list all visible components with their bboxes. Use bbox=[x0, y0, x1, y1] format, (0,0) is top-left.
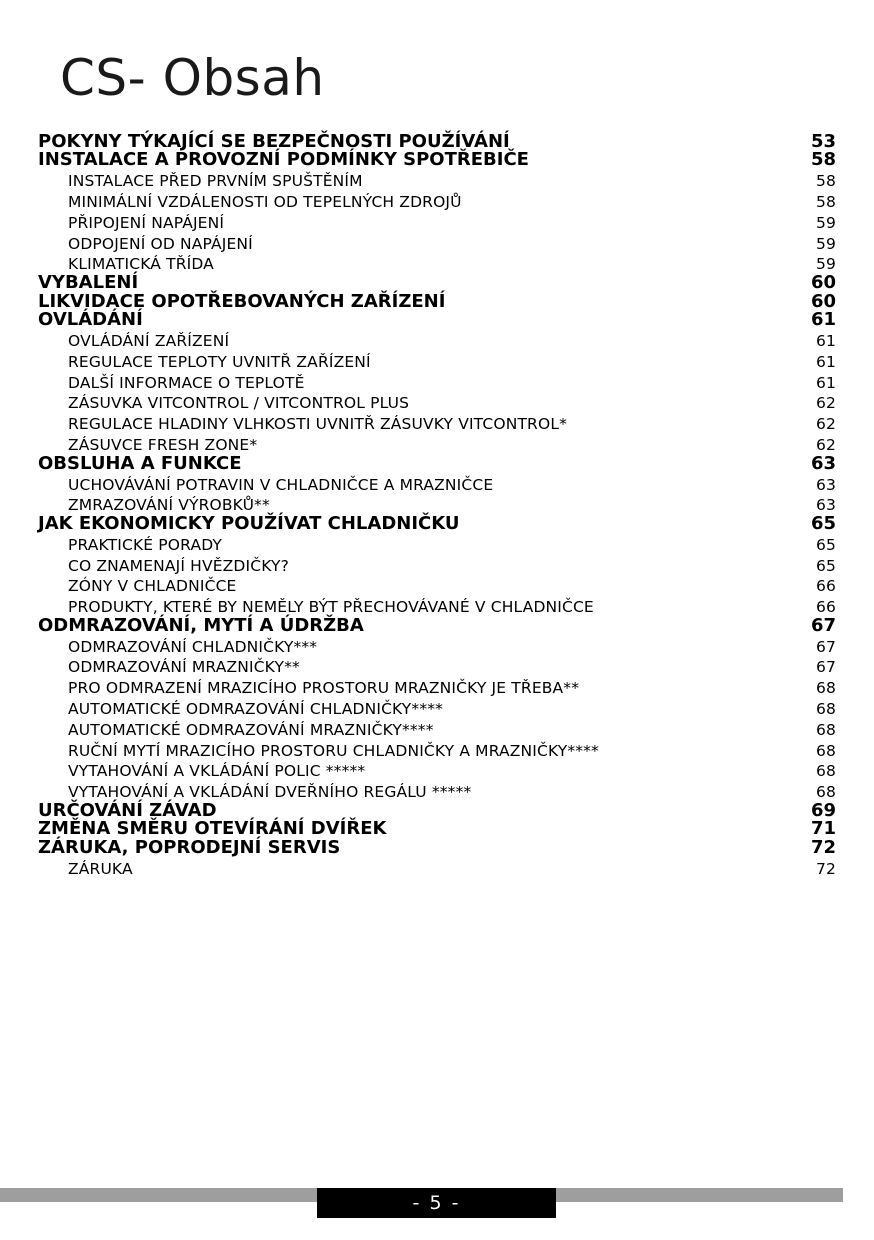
toc-section[interactable] bbox=[38, 533, 836, 554]
toc-entry-title: ODPOJENÍ OD NAPÁJENÍ bbox=[68, 234, 253, 253]
toc-entry-title: PŘIPOJENÍ NAPÁJENÍ bbox=[68, 213, 225, 232]
toc-entry-title: PRODUKTY, KTERÉ BY NEMĚLY BÝT PŘECHOVÁVANÉ V CHLADNIČCE bbox=[68, 598, 594, 617]
page-number: - 5 - bbox=[317, 1188, 556, 1218]
toc-entry-title: MINIMÁLNÍ VZDÁLENOSTI OD TEPELNÝCH ZDROJŮ bbox=[68, 192, 462, 211]
toc-chapter[interactable] bbox=[38, 151, 836, 170]
toc-section[interactable] bbox=[38, 211, 836, 232]
toc-page-number: 66 bbox=[815, 577, 836, 596]
toc-page-number: 65 bbox=[815, 535, 836, 554]
toc-page-number: 67 bbox=[815, 658, 836, 677]
toc-page-number: 61 bbox=[815, 373, 836, 392]
toc-page-number: 62 bbox=[815, 436, 836, 455]
toc-section[interactable] bbox=[38, 494, 836, 515]
toc-section[interactable] bbox=[38, 232, 836, 253]
toc-page-number: 62 bbox=[815, 394, 836, 413]
toc-entry-title: CO ZNAMENAJÍ HVĚZDIČKY? bbox=[68, 556, 289, 575]
toc-section[interactable] bbox=[38, 253, 836, 274]
toc-page-number: 68 bbox=[815, 741, 836, 760]
toc-entry-title: VYBALENÍ bbox=[38, 271, 139, 293]
toc-page-number: 67 bbox=[810, 614, 836, 636]
toc-entry-title: DALŠÍ INFORMACE O TEPLOTĚ bbox=[68, 373, 305, 392]
toc-entry-title: ODMRAZOVÁNÍ CHLADNIČKY*** bbox=[68, 637, 318, 656]
toc-page-number: 58 bbox=[815, 192, 836, 211]
toc-section[interactable] bbox=[38, 169, 836, 190]
toc-page-number: 61 bbox=[815, 352, 836, 371]
toc-entry-title: ODMRAZOVÁNÍ MRAZNIČKY** bbox=[68, 658, 300, 677]
toc-page-number: 66 bbox=[815, 598, 836, 617]
toc-section[interactable] bbox=[38, 780, 836, 801]
toc-page-number: 69 bbox=[810, 799, 836, 821]
toc-page-number: 62 bbox=[815, 415, 836, 434]
toc-page-number: 58 bbox=[815, 172, 836, 191]
toc-page-number: 59 bbox=[815, 234, 836, 253]
toc-section[interactable] bbox=[38, 635, 836, 656]
toc-section[interactable] bbox=[38, 329, 836, 350]
toc-page-number: 65 bbox=[815, 556, 836, 575]
toc-entry-title: PRO ODMRAZENÍ MRAZICÍHO PROSTORU MRAZNIČKY JE TŘEBA** bbox=[68, 679, 580, 698]
toc-page-number: 72 bbox=[810, 837, 836, 859]
toc-section[interactable] bbox=[38, 371, 836, 392]
toc-page-number: 63 bbox=[810, 452, 836, 474]
toc-chapter[interactable] bbox=[38, 454, 836, 473]
toc-page-number: 68 bbox=[815, 679, 836, 698]
toc-entry-title: ODMRAZOVÁNÍ, MYTÍ A ÚDRŽBA bbox=[38, 614, 364, 636]
toc-page-number: 61 bbox=[810, 309, 836, 331]
page-title: CS- Obsah bbox=[60, 49, 325, 107]
toc-page-number: 59 bbox=[815, 255, 836, 274]
toc-chapter[interactable] bbox=[38, 273, 836, 292]
toc-section[interactable] bbox=[38, 473, 836, 494]
toc-page-number: 60 bbox=[810, 290, 836, 312]
toc-entry-title: LIKVIDACE OPOTŘEBOVANÝCH ZAŘÍZENÍ bbox=[38, 290, 446, 312]
toc-page-number: 68 bbox=[815, 699, 836, 718]
toc-page-number: 61 bbox=[815, 332, 836, 351]
toc-page-number: 68 bbox=[815, 783, 836, 802]
toc-chapter[interactable] bbox=[38, 820, 836, 839]
toc-page-number: 68 bbox=[815, 720, 836, 739]
toc-entry-title: POKYNY TÝKAJÍCÍ SE BEZPEČNOSTI POUŽÍVÁNÍ bbox=[38, 130, 510, 152]
toc-chapter[interactable] bbox=[38, 514, 836, 533]
toc-page-number: 59 bbox=[815, 213, 836, 232]
toc-entry-title: ZMĚNA SMĚRU OTEVÍRÁNÍ DVÍŘEK bbox=[38, 818, 387, 840]
toc-section[interactable] bbox=[38, 760, 836, 781]
toc-entry-title: ZMRAZOVÁNÍ VÝROBKŮ** bbox=[68, 496, 270, 515]
toc-page-number: 67 bbox=[815, 637, 836, 656]
toc-section[interactable] bbox=[38, 857, 836, 878]
toc-section[interactable] bbox=[38, 595, 836, 616]
toc-section[interactable] bbox=[38, 656, 836, 677]
toc-entry-title: INSTALACE PŘED PRVNÍM SPUŠTĚNÍM bbox=[68, 172, 363, 191]
toc-chapter[interactable] bbox=[38, 616, 836, 635]
toc-entry-title: OVLÁDÁNÍ ZAŘÍZENÍ bbox=[68, 332, 230, 351]
toc-section[interactable] bbox=[38, 697, 836, 718]
toc-section[interactable] bbox=[38, 739, 836, 760]
toc-entry-title: URČOVÁNÍ ZÁVAD bbox=[38, 799, 217, 821]
toc-section[interactable] bbox=[38, 676, 836, 697]
toc-entry-title: ZÁRUKA, POPRODEJNÍ SERVIS bbox=[38, 837, 341, 859]
toc-entry-title: ZÓNY V CHLADNIČCE bbox=[68, 577, 237, 596]
toc-section[interactable] bbox=[38, 350, 836, 371]
toc-section[interactable] bbox=[38, 718, 836, 739]
toc-section[interactable] bbox=[38, 575, 836, 596]
toc-page-number: 65 bbox=[810, 512, 836, 534]
toc-entry-title: AUTOMATICKÉ ODMRAZOVÁNÍ CHLADNIČKY**** bbox=[68, 699, 444, 718]
toc-page-number: 53 bbox=[810, 130, 836, 152]
toc-chapter[interactable] bbox=[38, 132, 836, 151]
toc-entry-title: INSTALACE A PROVOZNÍ PODMÍNKY SPOTŘEBIČE bbox=[38, 149, 529, 171]
toc-entry-title: OBSLUHA A FUNKCE bbox=[38, 452, 242, 474]
toc-section[interactable] bbox=[38, 554, 836, 575]
toc-entry-title: ZÁSUVCE FRESH ZONE* bbox=[68, 436, 258, 455]
toc-entry-title: REGULACE TEPLOTY UVNITŘ ZAŘÍZENÍ bbox=[68, 352, 371, 371]
toc-section[interactable] bbox=[38, 392, 836, 413]
toc-section[interactable] bbox=[38, 190, 836, 211]
toc-entry-title: VYTAHOVÁNÍ A VKLÁDÁNÍ POLIC ***** bbox=[68, 762, 366, 781]
toc-page-number: 72 bbox=[815, 859, 836, 878]
toc-page-number: 71 bbox=[810, 818, 836, 840]
toc-entry-title: ZÁSUVKA VITCONTROL / VITCONTROL PLUS bbox=[68, 394, 410, 413]
toc-section[interactable] bbox=[38, 412, 836, 433]
toc-page-number: 58 bbox=[810, 149, 836, 171]
toc-entry-title: AUTOMATICKÉ ODMRAZOVÁNÍ MRAZNIČKY**** bbox=[68, 720, 434, 739]
toc-chapter[interactable] bbox=[38, 292, 836, 311]
toc-chapter[interactable] bbox=[38, 838, 836, 857]
toc-page-number: 63 bbox=[815, 496, 836, 515]
toc-page-number: 60 bbox=[810, 271, 836, 293]
toc-entry-title: RUČNÍ MYTÍ MRAZICÍHO PROSTORU CHLADNIČKY A MRAZNIČKY**** bbox=[68, 741, 599, 760]
toc-entry-title: OVLÁDÁNÍ bbox=[38, 309, 143, 331]
toc-entry-title: ZÁRUKA bbox=[68, 859, 133, 878]
toc-entry-title: VYTAHOVÁNÍ A VKLÁDÁNÍ DVEŘNÍHO REGÁLU ***** bbox=[68, 783, 472, 802]
toc-section[interactable] bbox=[38, 433, 836, 454]
toc-entry-title: REGULACE HLADINY VLHKOSTI UVNITŘ ZÁSUVKY VITCONTROL* bbox=[68, 415, 568, 434]
toc-entry-title: KLIMATICKÁ TŘÍDA bbox=[68, 255, 214, 274]
toc-entry-title: UCHOVÁVÁNÍ POTRAVIN V CHLADNIČCE A MRAZNIČCE bbox=[68, 475, 494, 494]
toc-page-number: 68 bbox=[815, 762, 836, 781]
toc-entry-title: PRAKTICKÉ PORADY bbox=[68, 535, 223, 554]
toc-entry-title: JAK EKONOMICKY POUŽÍVAT CHLADNIČKU bbox=[38, 512, 460, 534]
table-of-contents bbox=[38, 132, 836, 878]
toc-page-number: 63 bbox=[815, 475, 836, 494]
toc-chapter[interactable] bbox=[38, 311, 836, 330]
